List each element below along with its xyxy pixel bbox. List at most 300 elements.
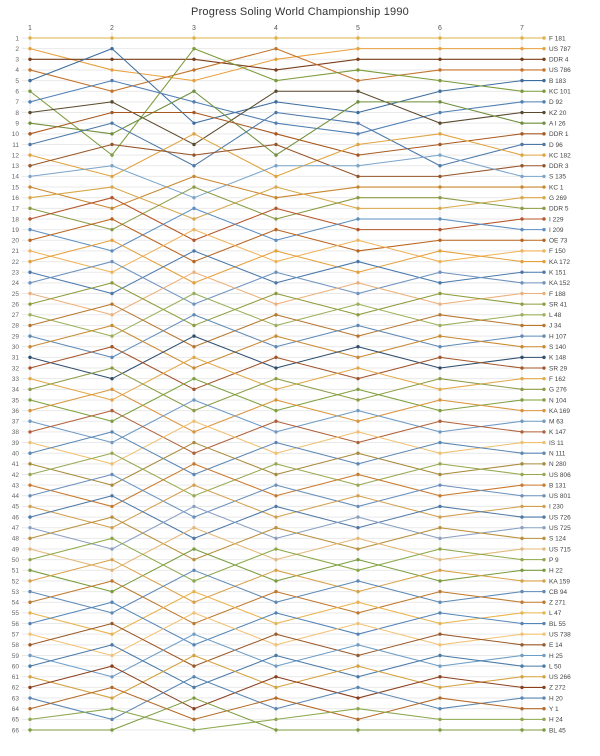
- series-point[interactable]: [110, 728, 113, 731]
- series-point[interactable]: [192, 409, 195, 412]
- series-point[interactable]: [356, 398, 359, 401]
- series-point[interactable]: [192, 728, 195, 731]
- series-point[interactable]: [438, 292, 441, 295]
- series-end-label[interactable]: D 92: [549, 99, 563, 107]
- series-point[interactable]: [110, 207, 113, 210]
- series-point[interactable]: [438, 632, 441, 635]
- series-point[interactable]: [356, 79, 359, 82]
- series-end-label[interactable]: H 107: [549, 333, 567, 341]
- series-point[interactable]: [356, 430, 359, 433]
- series-point[interactable]: [274, 79, 277, 82]
- series-point[interactable]: [192, 590, 195, 593]
- series-point[interactable]: [192, 334, 195, 337]
- series-point[interactable]: [192, 292, 195, 295]
- series-point[interactable]: [28, 271, 31, 274]
- series-point[interactable]: [28, 36, 31, 39]
- series-point[interactable]: [356, 249, 359, 252]
- series-point[interactable]: [274, 196, 277, 199]
- series-point[interactable]: [192, 239, 195, 242]
- series-point[interactable]: [438, 271, 441, 274]
- series-point[interactable]: [192, 569, 195, 572]
- series-end-label[interactable]: N 111: [549, 450, 566, 458]
- series-point[interactable]: [28, 196, 31, 199]
- series-point[interactable]: [110, 292, 113, 295]
- series-point[interactable]: [110, 90, 113, 93]
- series-point[interactable]: [28, 185, 31, 188]
- series-point[interactable]: [192, 643, 195, 646]
- series-point[interactable]: [274, 249, 277, 252]
- series-point[interactable]: [274, 153, 277, 156]
- series-point[interactable]: [192, 345, 195, 348]
- series-point[interactable]: [438, 313, 441, 316]
- series-point[interactable]: [28, 728, 31, 731]
- series-point[interactable]: [356, 121, 359, 124]
- series-end-label[interactable]: S 124: [549, 535, 566, 543]
- series-point[interactable]: [274, 228, 277, 231]
- series-point[interactable]: [28, 153, 31, 156]
- series-point[interactable]: [28, 675, 31, 678]
- series-point[interactable]: [192, 707, 195, 710]
- series-point[interactable]: [274, 356, 277, 359]
- series-point[interactable]: [274, 537, 277, 540]
- series-point[interactable]: [274, 281, 277, 284]
- series-point[interactable]: [192, 36, 195, 39]
- series-point[interactable]: [438, 132, 441, 135]
- series-point[interactable]: [438, 249, 441, 252]
- series-point[interactable]: [356, 686, 359, 689]
- series-end-label[interactable]: E 14: [549, 642, 563, 650]
- series-point[interactable]: [110, 526, 113, 529]
- series-end-label[interactable]: BL 45: [549, 727, 566, 735]
- series-point[interactable]: [28, 356, 31, 359]
- series-point[interactable]: [274, 728, 277, 731]
- series-point[interactable]: [438, 409, 441, 412]
- series-end-label[interactable]: F 188: [549, 290, 566, 298]
- series-point[interactable]: [438, 281, 441, 284]
- series-point[interactable]: [356, 377, 359, 380]
- series-end-label[interactable]: KA 172: [549, 258, 570, 266]
- series-point[interactable]: [28, 68, 31, 71]
- series-point[interactable]: [274, 143, 277, 146]
- series-point[interactable]: [274, 68, 277, 71]
- series-end-label[interactable]: US 738: [549, 631, 571, 639]
- series-point[interactable]: [192, 664, 195, 667]
- series-point[interactable]: [192, 547, 195, 550]
- series-point[interactable]: [274, 547, 277, 550]
- series-point[interactable]: [28, 430, 31, 433]
- series-point[interactable]: [356, 302, 359, 305]
- series-point[interactable]: [192, 686, 195, 689]
- series-point[interactable]: [438, 654, 441, 657]
- series-point[interactable]: [356, 579, 359, 582]
- series-point[interactable]: [110, 302, 113, 305]
- series-point[interactable]: [28, 473, 31, 476]
- series-point[interactable]: [356, 196, 359, 199]
- series-point[interactable]: [110, 153, 113, 156]
- series-point[interactable]: [110, 420, 113, 423]
- series-point[interactable]: [28, 569, 31, 572]
- series-point[interactable]: [192, 579, 195, 582]
- series-point[interactable]: [28, 377, 31, 380]
- series-point[interactable]: [356, 441, 359, 444]
- series-point[interactable]: [110, 537, 113, 540]
- series-point[interactable]: [438, 302, 441, 305]
- series-end-label[interactable]: B 131: [549, 482, 566, 490]
- series-end-label[interactable]: KA 169: [549, 407, 570, 415]
- series-point[interactable]: [28, 558, 31, 561]
- series-end-label[interactable]: US 266: [549, 674, 571, 682]
- series-point[interactable]: [274, 611, 277, 614]
- series-point[interactable]: [110, 643, 113, 646]
- series-point[interactable]: [438, 526, 441, 529]
- series-point[interactable]: [110, 313, 113, 316]
- series-point[interactable]: [110, 718, 113, 721]
- series-point[interactable]: [110, 473, 113, 476]
- series-point[interactable]: [274, 462, 277, 465]
- series-point[interactable]: [28, 462, 31, 465]
- series-point[interactable]: [438, 47, 441, 50]
- series-point[interactable]: [110, 271, 113, 274]
- series-end-label[interactable]: KZ 20: [549, 109, 567, 117]
- series-point[interactable]: [192, 90, 195, 93]
- series-point[interactable]: [110, 696, 113, 699]
- series-point[interactable]: [192, 217, 195, 220]
- series-point[interactable]: [28, 100, 31, 103]
- series-point[interactable]: [274, 696, 277, 699]
- series-point[interactable]: [28, 58, 31, 61]
- series-point[interactable]: [192, 515, 195, 518]
- series-point[interactable]: [356, 388, 359, 391]
- series-point[interactable]: [192, 696, 195, 699]
- series-point[interactable]: [110, 494, 113, 497]
- series-point[interactable]: [438, 537, 441, 540]
- series-point[interactable]: [438, 462, 441, 465]
- series-point[interactable]: [192, 260, 195, 263]
- series-point[interactable]: [356, 132, 359, 135]
- series-point[interactable]: [28, 526, 31, 529]
- series-point[interactable]: [438, 547, 441, 550]
- series-point[interactable]: [28, 90, 31, 93]
- series-point[interactable]: [274, 175, 277, 178]
- series-point[interactable]: [438, 483, 441, 486]
- series-end-label[interactable]: S 140: [549, 344, 566, 352]
- series-end-label[interactable]: US 787: [549, 45, 571, 53]
- series-point[interactable]: [438, 601, 441, 604]
- series-point[interactable]: [438, 239, 441, 242]
- series-point[interactable]: [110, 664, 113, 667]
- series-point[interactable]: [28, 483, 31, 486]
- series-point[interactable]: [438, 505, 441, 508]
- series-point[interactable]: [28, 121, 31, 124]
- series-point[interactable]: [110, 558, 113, 561]
- series-point[interactable]: [28, 207, 31, 210]
- series-point[interactable]: [438, 58, 441, 61]
- series-point[interactable]: [110, 452, 113, 455]
- series-point[interactable]: [438, 590, 441, 593]
- series-point[interactable]: [438, 664, 441, 667]
- series-point[interactable]: [28, 324, 31, 327]
- series-point[interactable]: [438, 718, 441, 721]
- series-point[interactable]: [274, 654, 277, 657]
- series-point[interactable]: [110, 622, 113, 625]
- series-point[interactable]: [192, 505, 195, 508]
- series-point[interactable]: [28, 643, 31, 646]
- series-point[interactable]: [438, 707, 441, 710]
- series-end-label[interactable]: H 25: [549, 652, 563, 660]
- series-point[interactable]: [28, 47, 31, 50]
- series-end-label[interactable]: KA 152: [549, 280, 570, 288]
- series-end-label[interactable]: G 276: [549, 386, 567, 394]
- series-point[interactable]: [28, 632, 31, 635]
- series-point[interactable]: [274, 579, 277, 582]
- series-point[interactable]: [28, 164, 31, 167]
- series-point[interactable]: [356, 313, 359, 316]
- series-point[interactable]: [192, 611, 195, 614]
- series-end-label[interactable]: DDR 4: [549, 56, 569, 64]
- series-point[interactable]: [110, 100, 113, 103]
- series-point[interactable]: [192, 377, 195, 380]
- series-end-label[interactable]: KC 182: [549, 152, 571, 160]
- series-end-label[interactable]: A I 26: [549, 120, 566, 128]
- series-point[interactable]: [192, 143, 195, 146]
- series-point[interactable]: [438, 420, 441, 423]
- series-end-label[interactable]: Y 1: [549, 706, 559, 714]
- series-point[interactable]: [28, 696, 31, 699]
- series-point[interactable]: [110, 590, 113, 593]
- series-end-label[interactable]: S 135: [549, 173, 566, 181]
- series-point[interactable]: [274, 452, 277, 455]
- series-point[interactable]: [274, 590, 277, 593]
- series-point[interactable]: [356, 473, 359, 476]
- series-point[interactable]: [274, 569, 277, 572]
- series-end-label[interactable]: L 48: [549, 312, 562, 320]
- series-point[interactable]: [110, 356, 113, 359]
- series-point[interactable]: [356, 622, 359, 625]
- series-point[interactable]: [274, 132, 277, 135]
- series-point[interactable]: [356, 547, 359, 550]
- series-point[interactable]: [28, 249, 31, 252]
- series-end-label[interactable]: BL 55: [549, 620, 566, 628]
- series-point[interactable]: [192, 249, 195, 252]
- series-point[interactable]: [356, 324, 359, 327]
- series-point[interactable]: [438, 430, 441, 433]
- series-point[interactable]: [274, 398, 277, 401]
- series-point[interactable]: [28, 441, 31, 444]
- series-end-label[interactable]: DDR 5: [549, 205, 569, 213]
- series-point[interactable]: [110, 515, 113, 518]
- series-point[interactable]: [356, 58, 359, 61]
- series-point[interactable]: [110, 462, 113, 465]
- series-point[interactable]: [110, 569, 113, 572]
- series-point[interactable]: [28, 590, 31, 593]
- series-point[interactable]: [28, 515, 31, 518]
- series-point[interactable]: [110, 707, 113, 710]
- series-point[interactable]: [438, 441, 441, 444]
- series-point[interactable]: [438, 260, 441, 263]
- series-point[interactable]: [438, 196, 441, 199]
- series-point[interactable]: [28, 686, 31, 689]
- series-point[interactable]: [356, 164, 359, 167]
- series-point[interactable]: [274, 47, 277, 50]
- series-end-label[interactable]: J 34: [549, 322, 562, 330]
- series-point[interactable]: [438, 579, 441, 582]
- series-point[interactable]: [356, 718, 359, 721]
- series-end-label[interactable]: H 24: [549, 716, 563, 724]
- series-point[interactable]: [110, 132, 113, 135]
- series-point[interactable]: [192, 185, 195, 188]
- series-point[interactable]: [356, 366, 359, 369]
- series-point[interactable]: [274, 473, 277, 476]
- series-point[interactable]: [28, 313, 31, 316]
- series-point[interactable]: [438, 164, 441, 167]
- series-point[interactable]: [356, 558, 359, 561]
- series-point[interactable]: [274, 601, 277, 604]
- series-point[interactable]: [274, 302, 277, 305]
- series-point[interactable]: [438, 207, 441, 210]
- series-point[interactable]: [274, 36, 277, 39]
- series-point[interactable]: [110, 260, 113, 263]
- series-point[interactable]: [438, 494, 441, 497]
- series-point[interactable]: [192, 68, 195, 71]
- series-point[interactable]: [274, 632, 277, 635]
- series-point[interactable]: [192, 366, 195, 369]
- series-point[interactable]: [356, 239, 359, 242]
- series-point[interactable]: [438, 185, 441, 188]
- series-point[interactable]: [192, 622, 195, 625]
- series-point[interactable]: [28, 281, 31, 284]
- series-point[interactable]: [356, 153, 359, 156]
- series-point[interactable]: [274, 622, 277, 625]
- series-point[interactable]: [438, 377, 441, 380]
- series-point[interactable]: [110, 632, 113, 635]
- series-point[interactable]: [110, 281, 113, 284]
- series-end-label[interactable]: US 725: [549, 525, 571, 533]
- series-point[interactable]: [28, 79, 31, 82]
- series-point[interactable]: [28, 452, 31, 455]
- series-point[interactable]: [274, 515, 277, 518]
- series-point[interactable]: [110, 345, 113, 348]
- series-point[interactable]: [356, 696, 359, 699]
- series-point[interactable]: [438, 90, 441, 93]
- series-end-label[interactable]: F 162: [549, 375, 566, 383]
- series-point[interactable]: [438, 121, 441, 124]
- series-point[interactable]: [274, 494, 277, 497]
- series-point[interactable]: [110, 58, 113, 61]
- series-point[interactable]: [192, 398, 195, 401]
- series-end-label[interactable]: L 47: [549, 610, 562, 618]
- series-point[interactable]: [192, 420, 195, 423]
- series-end-label[interactable]: N 280: [549, 461, 567, 469]
- series-point[interactable]: [192, 228, 195, 231]
- series-point[interactable]: [274, 430, 277, 433]
- series-point[interactable]: [110, 611, 113, 614]
- series-point[interactable]: [274, 345, 277, 348]
- series-end-label[interactable]: G 269: [549, 194, 567, 202]
- series-end-label[interactable]: SR 41: [549, 301, 568, 309]
- series-point[interactable]: [110, 196, 113, 199]
- series-point[interactable]: [28, 398, 31, 401]
- series-point[interactable]: [438, 79, 441, 82]
- series-point[interactable]: [356, 420, 359, 423]
- series-point[interactable]: [274, 239, 277, 242]
- series-point[interactable]: [274, 643, 277, 646]
- series-point[interactable]: [274, 100, 277, 103]
- series-point[interactable]: [192, 100, 195, 103]
- series-point[interactable]: [192, 58, 195, 61]
- series-point[interactable]: [356, 68, 359, 71]
- series-point[interactable]: [356, 515, 359, 518]
- series-point[interactable]: [356, 494, 359, 497]
- series-point[interactable]: [110, 547, 113, 550]
- series-end-label[interactable]: KC 1: [549, 184, 564, 192]
- series-point[interactable]: [192, 324, 195, 327]
- series-point[interactable]: [110, 388, 113, 391]
- series-point[interactable]: [438, 366, 441, 369]
- series-point[interactable]: [356, 185, 359, 188]
- series-end-label[interactable]: DDR 1: [549, 131, 569, 139]
- series-point[interactable]: [110, 675, 113, 678]
- series-point[interactable]: [438, 334, 441, 337]
- series-point[interactable]: [274, 483, 277, 486]
- series-point[interactable]: [110, 164, 113, 167]
- series-point[interactable]: [356, 100, 359, 103]
- series-point[interactable]: [110, 185, 113, 188]
- series-point[interactable]: [356, 632, 359, 635]
- series-point[interactable]: [438, 100, 441, 103]
- series-point[interactable]: [28, 302, 31, 305]
- series-point[interactable]: [192, 632, 195, 635]
- series-point[interactable]: [438, 356, 441, 359]
- series-point[interactable]: [28, 388, 31, 391]
- series-point[interactable]: [28, 111, 31, 114]
- series-point[interactable]: [192, 121, 195, 124]
- series-point[interactable]: [274, 707, 277, 710]
- series-point[interactable]: [438, 643, 441, 646]
- series-point[interactable]: [438, 569, 441, 572]
- series-point[interactable]: [438, 228, 441, 231]
- series-end-label[interactable]: K 151: [549, 269, 566, 277]
- series-point[interactable]: [28, 494, 31, 497]
- series-point[interactable]: [438, 36, 441, 39]
- series-end-label[interactable]: M 63: [549, 418, 564, 426]
- series-point[interactable]: [110, 654, 113, 657]
- series-point[interactable]: [28, 228, 31, 231]
- series-point[interactable]: [28, 217, 31, 220]
- series-point[interactable]: [356, 601, 359, 604]
- series-point[interactable]: [274, 292, 277, 295]
- series-point[interactable]: [28, 260, 31, 263]
- series-point[interactable]: [28, 718, 31, 721]
- series-point[interactable]: [28, 409, 31, 412]
- series-point[interactable]: [438, 388, 441, 391]
- series-end-label[interactable]: K 147: [549, 429, 566, 437]
- series-point[interactable]: [110, 36, 113, 39]
- series-point[interactable]: [438, 675, 441, 678]
- series-point[interactable]: [356, 611, 359, 614]
- series-point[interactable]: [274, 686, 277, 689]
- series-point[interactable]: [28, 132, 31, 135]
- series-point[interactable]: [110, 366, 113, 369]
- series-point[interactable]: [274, 313, 277, 316]
- series-point[interactable]: [356, 537, 359, 540]
- series-end-label[interactable]: IS 11: [549, 439, 564, 447]
- series-point[interactable]: [192, 494, 195, 497]
- series-point[interactable]: [110, 324, 113, 327]
- series-point[interactable]: [356, 654, 359, 657]
- series-point[interactable]: [274, 441, 277, 444]
- series-end-label[interactable]: D 96: [549, 141, 563, 149]
- series-point[interactable]: [356, 292, 359, 295]
